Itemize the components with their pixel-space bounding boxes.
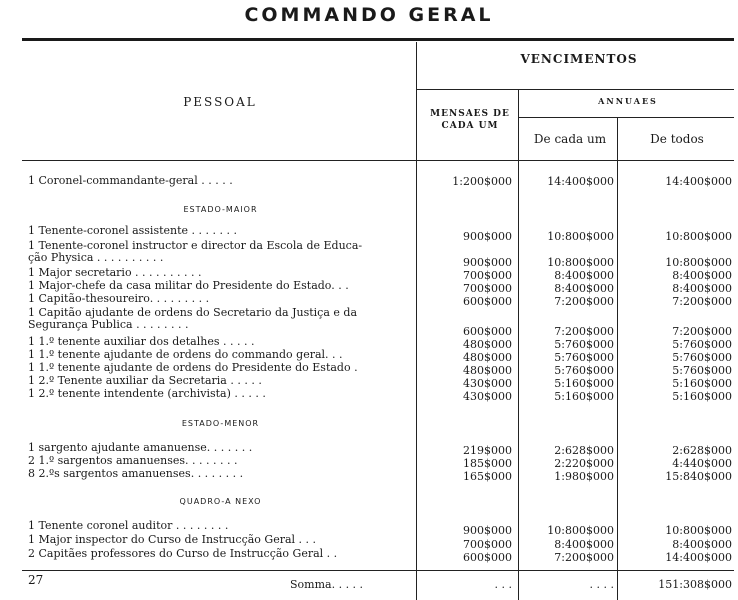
monthly-value: 900$000 bbox=[463, 256, 512, 269]
column-divider-main bbox=[416, 42, 417, 600]
total-rule bbox=[22, 570, 734, 571]
annual-total-value: 5:760$000 bbox=[672, 364, 732, 377]
monthly-value: 430$000 bbox=[463, 377, 512, 390]
somma-cada: . . . . bbox=[589, 578, 614, 591]
row-description: 1 Tenente-coronel instructor e director da Escola de Educa- bbox=[28, 239, 363, 252]
annual-total-value: 10:800$000 bbox=[665, 256, 732, 269]
annual-each-value: 2:220$000 bbox=[554, 457, 614, 470]
annual-each-value: 7:200$000 bbox=[554, 295, 614, 308]
monthly-value: 480$000 bbox=[463, 351, 512, 364]
annual-total-value: 10:800$000 bbox=[665, 230, 732, 243]
monthly-value: 480$000 bbox=[463, 364, 512, 377]
row-description: 1 Tenente-coronel assistente . . . . . . . bbox=[28, 224, 237, 237]
monthly-value: 1:200$000 bbox=[452, 175, 512, 188]
annual-total-value: 15:840$000 bbox=[665, 470, 732, 483]
monthly-value: 430$000 bbox=[463, 390, 512, 403]
annual-total-value: 7:200$000 bbox=[672, 325, 732, 338]
annual-each-value: 5:760$000 bbox=[554, 364, 614, 377]
annual-each-value: 5:160$000 bbox=[554, 390, 614, 403]
row-description: 1 Capitão ajudante de ordens do Secretario da Justiça e da bbox=[28, 306, 358, 319]
monthly-value: 165$000 bbox=[463, 470, 512, 483]
row-description: 1 Coronel-commandante-geral . . . . . bbox=[28, 174, 233, 187]
mensaes-header: MENSAES DE CADA UM bbox=[430, 109, 510, 131]
row-description: 1 Major inspector do Curso de Instrucção Geral . . . bbox=[28, 533, 317, 546]
annual-total-value: 5:760$000 bbox=[672, 338, 732, 351]
vencimentos-header: VENCIMENTOS bbox=[520, 52, 638, 66]
annual-total-value: 4:440$000 bbox=[672, 457, 732, 470]
monthly-value: 700$000 bbox=[463, 282, 512, 295]
annual-total-value: 5:160$000 bbox=[672, 377, 732, 390]
row-description: 8 2.ºs sargentos amanuenses. . . . . . . . bbox=[28, 467, 244, 480]
row-description: 1 1.º tenente auxiliar dos detalhes . . . . . bbox=[28, 335, 255, 348]
annual-total-value: 8:400$000 bbox=[672, 269, 732, 282]
row-description: 2 Capitães professores do Curso de Instrucção Geral . . bbox=[28, 547, 338, 560]
annual-total-value: 5:760$000 bbox=[672, 351, 732, 364]
annual-total-value: 14:400$000 bbox=[665, 551, 732, 564]
de-cada-um-header: De cada um bbox=[533, 132, 607, 146]
annual-each-value: 8:400$000 bbox=[554, 538, 614, 551]
monthly-value: 185$000 bbox=[463, 457, 512, 470]
header-rule-venc bbox=[416, 89, 734, 90]
annual-total-value: 5:160$000 bbox=[672, 390, 732, 403]
annual-total-value: 8:400$000 bbox=[672, 538, 732, 551]
row-description: 1 1.º tenente ajudante de ordens do commando geral. . . bbox=[28, 348, 343, 361]
somma-label: Somma. . . . . bbox=[290, 578, 364, 591]
annual-each-value: 10:800$000 bbox=[547, 256, 614, 269]
header-rule-annuaes bbox=[518, 117, 734, 118]
annual-each-value: 5:760$000 bbox=[554, 338, 614, 351]
column-divider-cada bbox=[617, 118, 618, 600]
section-heading-estado-menor: ESTADO-MENOR bbox=[181, 419, 260, 428]
monthly-value: 900$000 bbox=[463, 524, 512, 537]
row-description: 2 1.º sargentos amanuenses. . . . . . . . bbox=[28, 454, 238, 467]
monthly-value: 600$000 bbox=[463, 551, 512, 564]
annual-each-value: 5:160$000 bbox=[554, 377, 614, 390]
annual-each-value: 1:980$000 bbox=[554, 470, 614, 483]
row-description: 1 sargento ajudante amanuense. . . . . . . bbox=[28, 441, 253, 454]
somma-mensal: . . . bbox=[494, 578, 512, 591]
annual-each-value: 10:800$000 bbox=[547, 524, 614, 537]
annual-total-value: 14:400$000 bbox=[665, 175, 732, 188]
annual-each-value: 10:800$000 bbox=[547, 230, 614, 243]
monthly-value: 900$000 bbox=[463, 230, 512, 243]
section-heading-estado-maior: ESTADO-MAIOR bbox=[183, 205, 258, 214]
row-description: 1 Capitão-thesoureiro. . . . . . . . . bbox=[28, 292, 210, 305]
annual-each-value: 8:400$000 bbox=[554, 269, 614, 282]
row-description: ção Physica . . . . . . . . . . bbox=[28, 251, 164, 264]
pessoal-header: PESSOAL bbox=[183, 95, 257, 109]
annual-each-value: 7:200$000 bbox=[554, 325, 614, 338]
monthly-value: 700$000 bbox=[463, 269, 512, 282]
annual-each-value: 2:628$000 bbox=[554, 444, 614, 457]
page-number: 27 bbox=[28, 573, 44, 587]
monthly-value: 600$000 bbox=[463, 295, 512, 308]
row-description: Segurança Publica . . . . . . . . bbox=[28, 318, 189, 331]
row-description: 1 Major secretario . . . . . . . . . . bbox=[28, 266, 202, 279]
annual-total-value: 2:628$000 bbox=[672, 444, 732, 457]
row-description: 1 2.º tenente intendente (archivista) . . . . . bbox=[28, 387, 266, 400]
column-divider-mensaes bbox=[518, 90, 519, 600]
annual-each-value: 5:760$000 bbox=[554, 351, 614, 364]
section-heading-quadro-anexo: QUADRO-A NEXO bbox=[179, 497, 262, 506]
monthly-value: 700$000 bbox=[463, 538, 512, 551]
annual-total-value: 7:200$000 bbox=[672, 295, 732, 308]
monthly-value: 600$000 bbox=[463, 325, 512, 338]
monthly-value: 219$000 bbox=[463, 444, 512, 457]
page-title: COMMANDO GERAL bbox=[244, 4, 494, 26]
title-rule bbox=[22, 38, 734, 41]
annual-each-value: 7:200$000 bbox=[554, 551, 614, 564]
row-description: 1 Tenente coronel auditor . . . . . . . . bbox=[28, 519, 229, 532]
annual-total-value: 8:400$000 bbox=[672, 282, 732, 295]
row-description: 1 1.º tenente ajudante de ordens do Presidente do Estado . bbox=[28, 361, 358, 374]
row-description: 1 Major-chefe da casa militar do Presidente do Estado. . . bbox=[28, 279, 349, 292]
annual-each-value: 8:400$000 bbox=[554, 282, 614, 295]
monthly-value: 480$000 bbox=[463, 338, 512, 351]
annual-each-value: 14:400$000 bbox=[547, 175, 614, 188]
somma-total: 151:308$000 bbox=[658, 578, 732, 591]
header-bottom-rule bbox=[22, 160, 734, 161]
annual-total-value: 10:800$000 bbox=[665, 524, 732, 537]
row-description: 1 2.º Tenente auxiliar da Secretaria . . . . . bbox=[28, 374, 262, 387]
annuaes-header: ANNUAES bbox=[598, 96, 658, 106]
de-todos-header: De todos bbox=[650, 132, 704, 146]
